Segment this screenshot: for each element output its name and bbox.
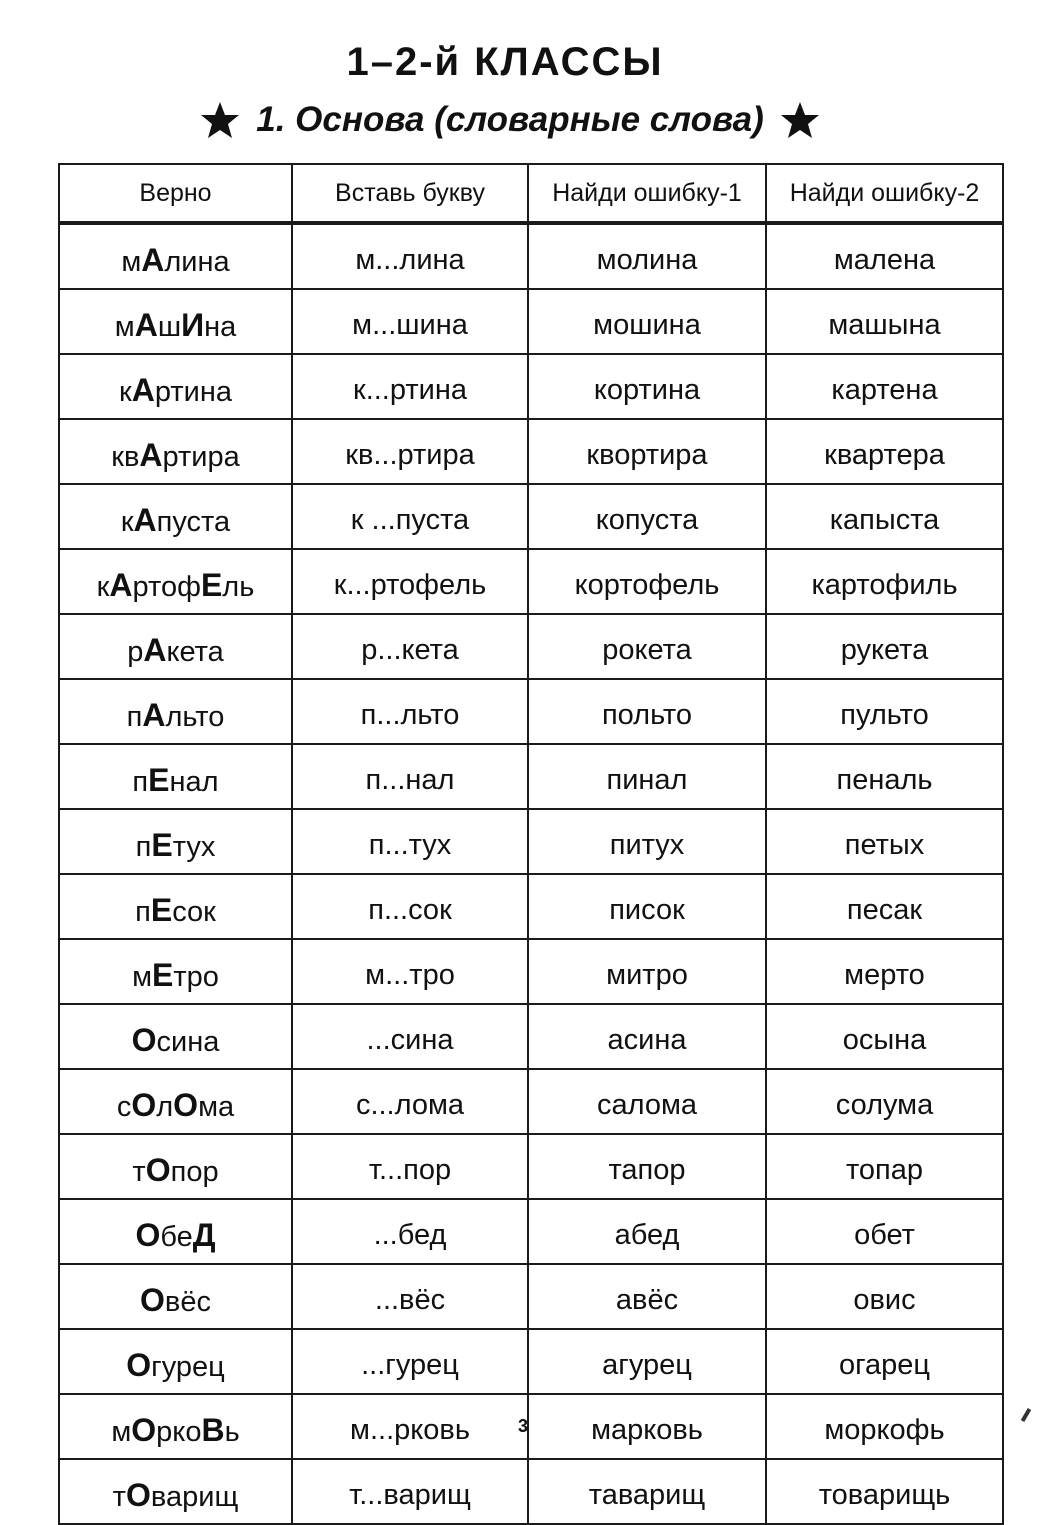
cell-find-error-1: салома (528, 1069, 766, 1134)
cell-insert-letter: м...рковь (292, 1394, 528, 1459)
table-row (59, 419, 1003, 484)
cell-find-error-2: капыста (766, 484, 1003, 549)
cell-find-error-1: тапор (528, 1134, 766, 1199)
cell-find-error-2: осына (766, 1004, 1003, 1069)
table-row (59, 1394, 1003, 1459)
cell-find-error-1: мошина (528, 289, 766, 354)
table-header-row (59, 164, 1003, 223)
cell-insert-letter: ...гурец (292, 1329, 528, 1394)
cell-insert-letter: п...нал (292, 744, 528, 809)
table-row (59, 809, 1003, 874)
cell-insert-letter: кв...ртира (292, 419, 528, 484)
cell-find-error-1: агурец (528, 1329, 766, 1394)
cell-correct: ОбеД (59, 1199, 292, 1264)
page-title: 1–2-й КЛАССЫ (346, 40, 664, 84)
cell-insert-letter: ...сина (292, 1004, 528, 1069)
cell-find-error-1: рокета (528, 614, 766, 679)
column-header-correct: Верно (59, 164, 292, 223)
cell-find-error-2: песак (766, 874, 1003, 939)
column-header-find-error-1: Найди ошибку-1 (528, 164, 766, 223)
cell-find-error-2: петых (766, 809, 1003, 874)
cell-find-error-2: овис (766, 1264, 1003, 1329)
cell-find-error-2: пульто (766, 679, 1003, 744)
cell-insert-letter: с...лома (292, 1069, 528, 1134)
cell-find-error-2: товарищь (766, 1459, 1003, 1524)
cell-insert-letter: к...ртина (292, 354, 528, 419)
cell-find-error-1: польто (528, 679, 766, 744)
cell-insert-letter: м...лина (292, 223, 528, 289)
table-row (59, 549, 1003, 614)
cell-correct: Осина (59, 1004, 292, 1069)
cell-insert-letter: м...тро (292, 939, 528, 1004)
table-row (59, 1069, 1003, 1134)
cell-correct: Огурец (59, 1329, 292, 1394)
cell-insert-letter: к ...пуста (292, 484, 528, 549)
cell-correct: кАпуста (59, 484, 292, 549)
page-number: 3 (518, 1416, 529, 1436)
table-row (59, 614, 1003, 679)
cell-correct: мЕтро (59, 939, 292, 1004)
cell-find-error-2: топар (766, 1134, 1003, 1199)
table-row (59, 354, 1003, 419)
cell-insert-letter: к...ртофель (292, 549, 528, 614)
table-row (59, 223, 1003, 289)
cell-correct: мАшИна (59, 289, 292, 354)
cell-find-error-2: пеналь (766, 744, 1003, 809)
cell-find-error-2: квартера (766, 419, 1003, 484)
corner-mark (1021, 1408, 1031, 1422)
cell-correct: пЕсок (59, 874, 292, 939)
cell-insert-letter: ...вёс (292, 1264, 528, 1329)
cell-find-error-1: пинал (528, 744, 766, 809)
cell-find-error-1: кортина (528, 354, 766, 419)
cell-find-error-2: обет (766, 1199, 1003, 1264)
table-row (59, 679, 1003, 744)
cell-find-error-2: солума (766, 1069, 1003, 1134)
cell-correct: пАльто (59, 679, 292, 744)
star-icon (200, 100, 240, 140)
cell-find-error-1: питух (528, 809, 766, 874)
column-header-insert-letter: Вставь букву (292, 164, 528, 223)
cell-correct: сОлОма (59, 1069, 292, 1134)
cell-insert-letter: п...сок (292, 874, 528, 939)
cell-correct: Овёс (59, 1264, 292, 1329)
cell-find-error-1: абед (528, 1199, 766, 1264)
cell-find-error-2: картофиль (766, 549, 1003, 614)
cell-find-error-2: рукета (766, 614, 1003, 679)
cell-find-error-1: митро (528, 939, 766, 1004)
cell-insert-letter: р...кета (292, 614, 528, 679)
cell-find-error-1: кортофель (528, 549, 766, 614)
table-row (59, 874, 1003, 939)
cell-correct: кАртина (59, 354, 292, 419)
cell-insert-letter: п...тух (292, 809, 528, 874)
cell-find-error-1: марковь (528, 1394, 766, 1459)
cell-correct: тОпор (59, 1134, 292, 1199)
table-row (59, 1459, 1003, 1524)
table-row (59, 1329, 1003, 1394)
cell-find-error-1: квортира (528, 419, 766, 484)
table-row (59, 484, 1003, 549)
cell-find-error-2: малена (766, 223, 1003, 289)
cell-correct: рАкета (59, 614, 292, 679)
table-row (59, 1264, 1003, 1329)
column-header-find-error-2: Найди ошибку-2 (766, 164, 1003, 223)
cell-find-error-1: авёс (528, 1264, 766, 1329)
cell-find-error-1: молина (528, 223, 766, 289)
cell-insert-letter: п...льто (292, 679, 528, 744)
cell-correct: пЕнал (59, 744, 292, 809)
cell-correct: мАлина (59, 223, 292, 289)
section-heading (150, 92, 870, 148)
word-table (58, 163, 1004, 1525)
table-row (59, 1199, 1003, 1264)
table-row (59, 1134, 1003, 1199)
table-row (59, 1004, 1003, 1069)
cell-insert-letter: ...бед (292, 1199, 528, 1264)
cell-find-error-1: копуста (528, 484, 766, 549)
cell-find-error-2: мерто (766, 939, 1003, 1004)
table-row (59, 939, 1003, 1004)
cell-find-error-1: асина (528, 1004, 766, 1069)
cell-correct: кАртофЕль (59, 549, 292, 614)
cell-insert-letter: м...шина (292, 289, 528, 354)
cell-insert-letter: т...пор (292, 1134, 528, 1199)
cell-correct: мОркоВь (59, 1394, 292, 1459)
star-icon (780, 100, 820, 140)
cell-find-error-1: писок (528, 874, 766, 939)
cell-find-error-2: машына (766, 289, 1003, 354)
cell-find-error-1: таварищ (528, 1459, 766, 1524)
cell-find-error-2: картена (766, 354, 1003, 419)
cell-insert-letter: т...варищ (292, 1459, 528, 1524)
cell-correct: квАртира (59, 419, 292, 484)
cell-find-error-2: огарец (766, 1329, 1003, 1394)
cell-correct: тОварищ (59, 1459, 292, 1524)
section-subtitle: 1. Основа (словарные слова) (256, 100, 764, 139)
cell-correct: пЕтух (59, 809, 292, 874)
table-row (59, 744, 1003, 809)
cell-find-error-2: моркофь (766, 1394, 1003, 1459)
table-row (59, 289, 1003, 354)
